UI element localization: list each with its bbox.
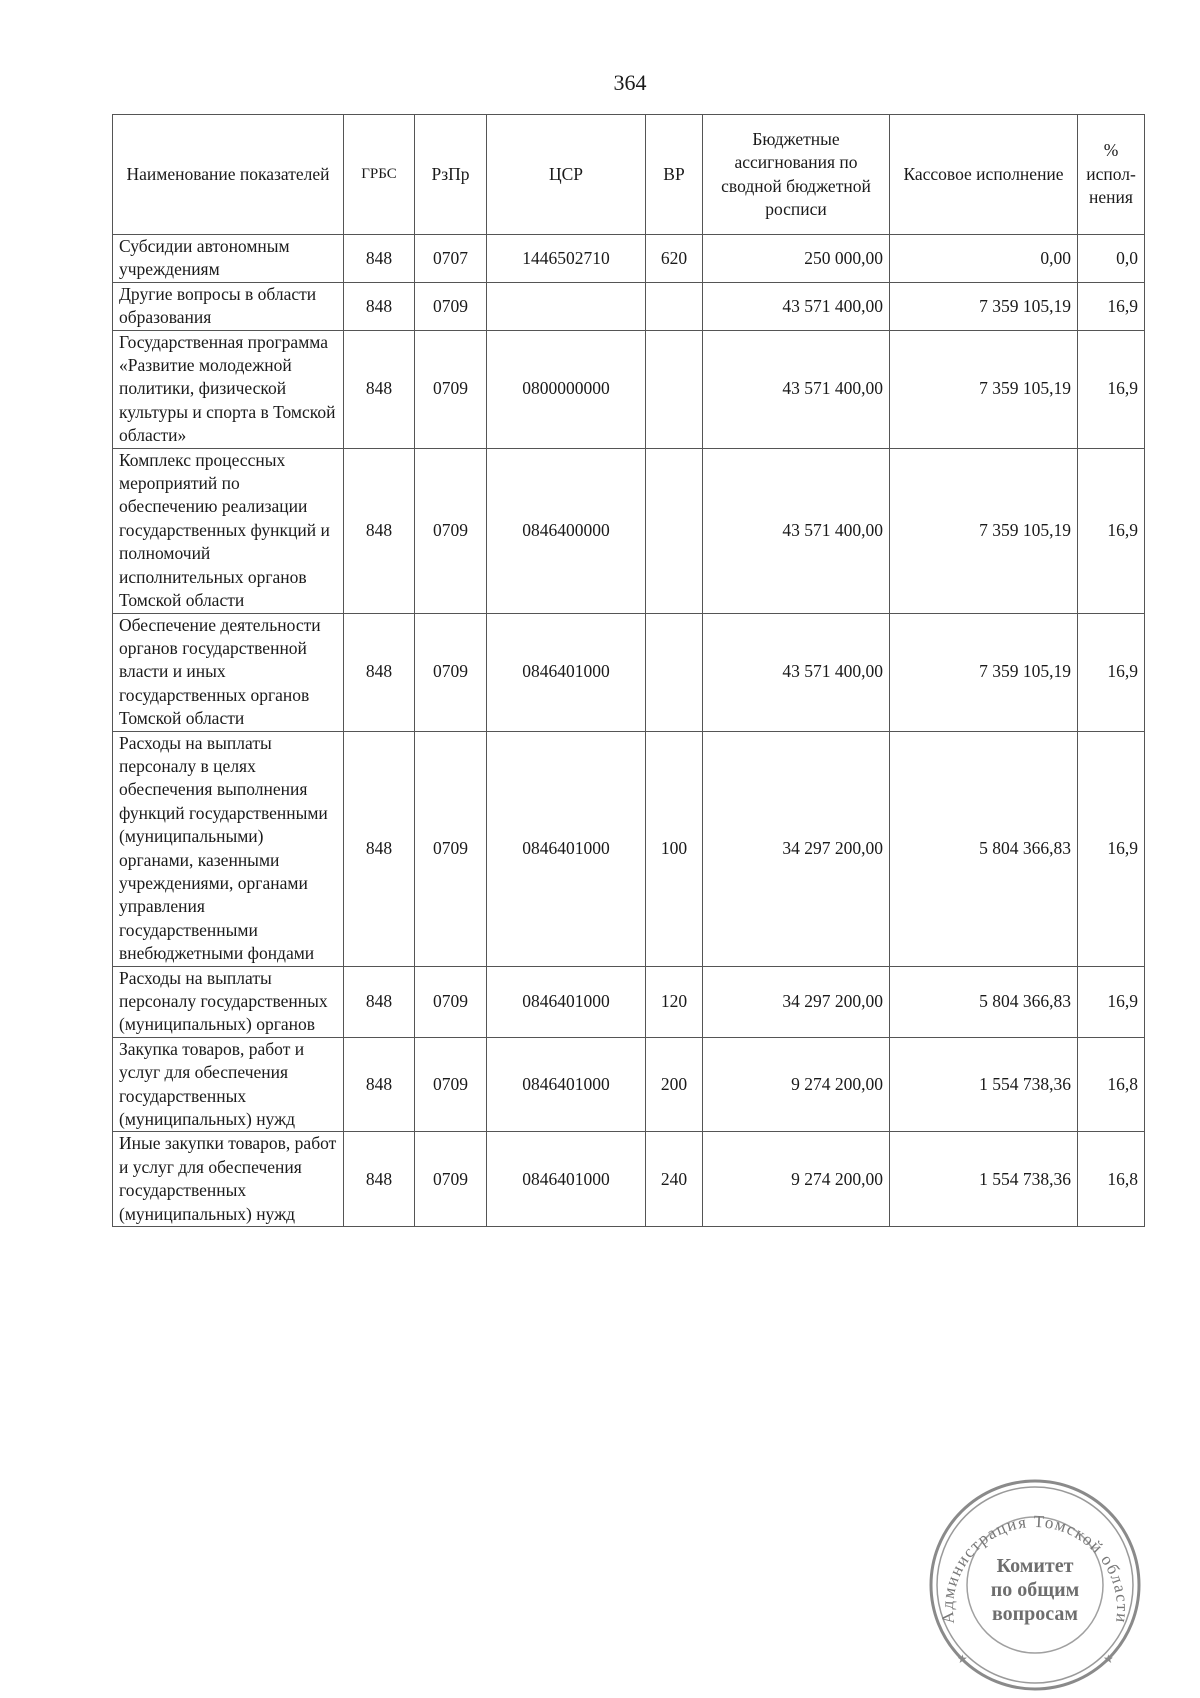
svg-text:★: ★ (957, 1652, 968, 1666)
cell-csr: 0846401000 (487, 1037, 646, 1132)
table-row (113, 235, 1145, 283)
stamp-line-3: вопросам (991, 1603, 1079, 1625)
cell-vr (646, 613, 703, 731)
header-grbs: ГРБС (344, 115, 415, 235)
stamp-outer-text: Администрация Томской области (937, 1511, 1133, 1626)
header-rzpr: РзПр (415, 115, 487, 235)
stamp-line-2: по общим (990, 1579, 1080, 1601)
table-row (113, 1132, 1145, 1227)
cell-cash: 0,00 (890, 235, 1078, 283)
cell-cash: 7 359 105,19 (890, 282, 1078, 330)
cell-csr: 0846400000 (487, 448, 646, 613)
table-row (113, 282, 1145, 330)
table-row (113, 731, 1145, 966)
cell-csr (487, 282, 646, 330)
stamp-line-1: Комитет (996, 1555, 1074, 1577)
cell-percent: 0,0 (1078, 235, 1145, 283)
cell-percent: 16,9 (1078, 282, 1145, 330)
budget-table (112, 114, 1145, 1227)
cell-csr: 1446502710 (487, 235, 646, 283)
cell-vr (646, 330, 703, 448)
cell-percent: 16,9 (1078, 731, 1145, 966)
header-percent: % испол-нения (1078, 115, 1145, 235)
official-stamp (927, 1477, 1143, 1693)
cell-vr: 620 (646, 235, 703, 283)
cell-rzpr: 0709 (415, 282, 487, 330)
table-row (113, 448, 1145, 613)
cell-budget: 9 274 200,00 (703, 1037, 890, 1132)
cell-name: Расходы на выплаты персоналу в целях обеспечения выполнения функций государственными (муниципальными) органами, казенными учреждениями, органами управления государственными внебюджетными фондами (113, 731, 344, 966)
cell-rzpr: 0709 (415, 1037, 487, 1132)
cell-budget: 43 571 400,00 (703, 330, 890, 448)
cell-csr: 0846401000 (487, 731, 646, 966)
cell-budget: 9 274 200,00 (703, 1132, 890, 1227)
cell-vr (646, 448, 703, 613)
cell-rzpr: 0709 (415, 966, 487, 1037)
header-vr: ВР (646, 115, 703, 235)
cell-percent: 16,9 (1078, 966, 1145, 1037)
table-row (113, 330, 1145, 448)
page-number: 364 (613, 70, 647, 95)
cell-budget: 43 571 400,00 (703, 448, 890, 613)
cell-vr: 240 (646, 1132, 703, 1227)
cell-name: Иные закупки товаров, работ и услуг для обеспечения государственных (муниципальных) нужд (113, 1132, 344, 1227)
cell-grbs: 848 (344, 1037, 415, 1132)
cell-budget: 34 297 200,00 (703, 966, 890, 1037)
svg-text:★: ★ (1103, 1652, 1114, 1666)
cell-grbs: 848 (344, 448, 415, 613)
cell-percent: 16,9 (1078, 613, 1145, 731)
cell-cash: 5 804 366,83 (890, 966, 1078, 1037)
cell-name: Другие вопросы в области образования (113, 282, 344, 330)
cell-grbs: 848 (344, 282, 415, 330)
cell-csr: 0846401000 (487, 966, 646, 1037)
table-row (113, 613, 1145, 731)
cell-percent: 16,8 (1078, 1037, 1145, 1132)
cell-grbs: 848 (344, 966, 415, 1037)
cell-name: Комплекс процессных мероприятий по обеспечению реализации государственных функций и полномочий исполнительных органов Томской области (113, 448, 344, 613)
cell-vr: 120 (646, 966, 703, 1037)
cell-vr: 200 (646, 1037, 703, 1132)
cell-rzpr: 0707 (415, 235, 487, 283)
cell-grbs: 848 (344, 330, 415, 448)
cell-name: Обеспечение деятельности органов государственной власти и иных государственных органов Томской области (113, 613, 344, 731)
table-row (113, 1037, 1145, 1132)
cell-rzpr: 0709 (415, 1132, 487, 1227)
cell-name: Субсидии автономным учреждениям (113, 235, 344, 283)
cell-vr: 100 (646, 731, 703, 966)
cell-name: Расходы на выплаты персоналу государственных (муниципальных) органов (113, 966, 344, 1037)
cell-cash: 7 359 105,19 (890, 613, 1078, 731)
cell-percent: 16,9 (1078, 448, 1145, 613)
cell-cash: 7 359 105,19 (890, 448, 1078, 613)
cell-grbs: 848 (344, 1132, 415, 1227)
cell-percent: 16,9 (1078, 330, 1145, 448)
cell-cash: 7 359 105,19 (890, 330, 1078, 448)
header-name: Наименование показателей (113, 115, 344, 235)
cell-vr (646, 282, 703, 330)
cell-cash: 1 554 738,36 (890, 1132, 1078, 1227)
cell-rzpr: 0709 (415, 731, 487, 966)
header-budget: Бюджетные ассигнования по сводной бюджетной росписи (703, 115, 890, 235)
table-row (113, 966, 1145, 1037)
cell-grbs: 848 (344, 613, 415, 731)
cell-cash: 1 554 738,36 (890, 1037, 1078, 1132)
table-header-row (113, 115, 1145, 235)
cell-name: Закупка товаров, работ и услуг для обеспечения государственных (муниципальных) нужд (113, 1037, 344, 1132)
cell-budget: 250 000,00 (703, 235, 890, 283)
cell-cash: 5 804 366,83 (890, 731, 1078, 966)
cell-percent: 16,8 (1078, 1132, 1145, 1227)
cell-csr: 0846401000 (487, 613, 646, 731)
cell-name: Государственная программа «Развитие молодежной политики, физической культуры и спорта в Томской области» (113, 330, 344, 448)
cell-csr: 0846401000 (487, 1132, 646, 1227)
cell-rzpr: 0709 (415, 613, 487, 731)
header-cash: Кассовое исполнение (890, 115, 1078, 235)
header-csr: ЦСР (487, 115, 646, 235)
cell-budget: 43 571 400,00 (703, 613, 890, 731)
cell-budget: 34 297 200,00 (703, 731, 890, 966)
cell-budget: 43 571 400,00 (703, 282, 890, 330)
cell-grbs: 848 (344, 235, 415, 283)
cell-rzpr: 0709 (415, 448, 487, 613)
cell-csr: 0800000000 (487, 330, 646, 448)
cell-rzpr: 0709 (415, 330, 487, 448)
cell-grbs: 848 (344, 731, 415, 966)
